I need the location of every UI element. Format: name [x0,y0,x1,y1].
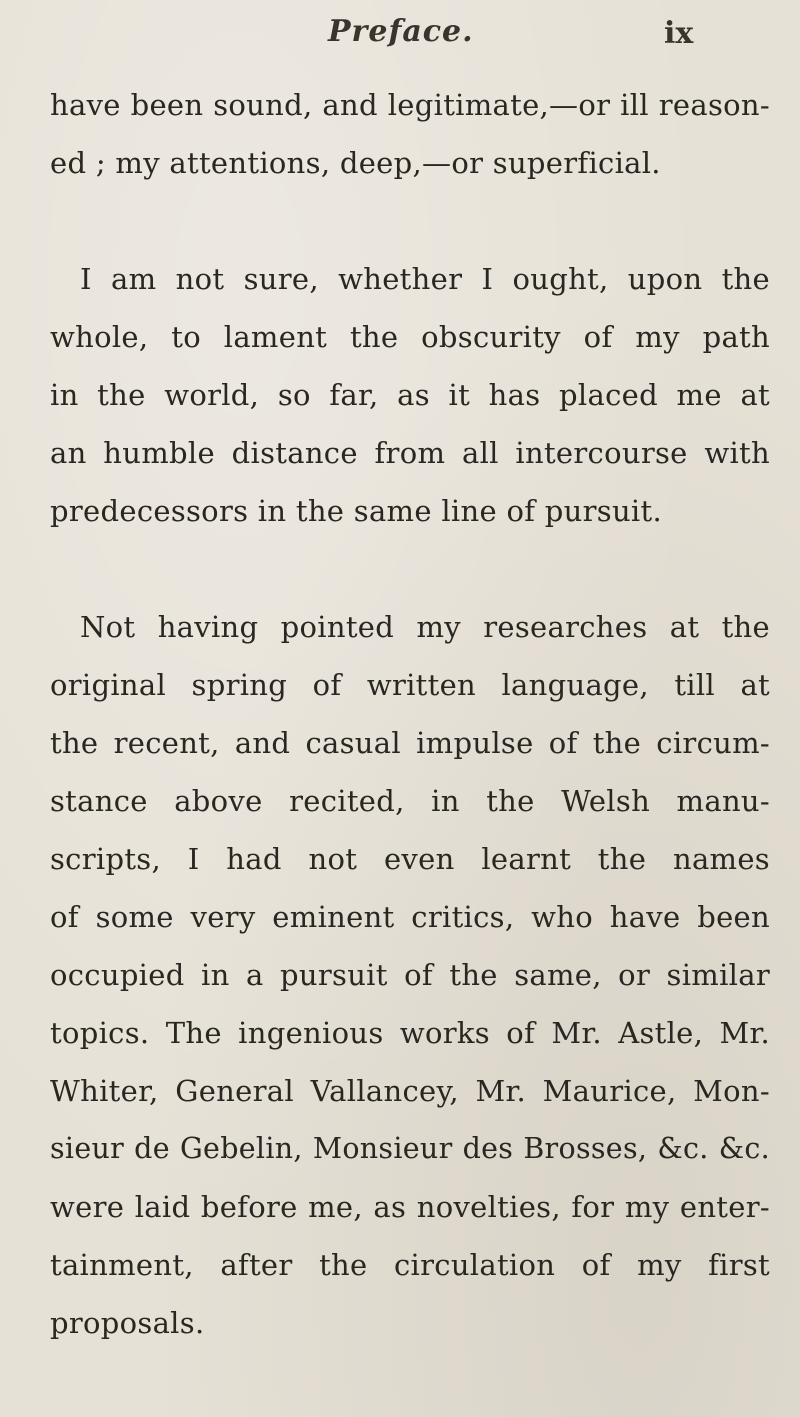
text-line: whole, to lament the obscurity of my path [50,320,770,354]
running-title: Preface. [328,14,474,49]
body-text [50,76,770,1352]
paragraph-gap [50,540,770,598]
text-line: of some very eminent critics, who have been [50,900,770,934]
text-line: I am not sure, whether I ought, upon the [80,262,770,296]
text-line: the recent, and casual impulse of the circum- [50,726,770,760]
text-line: Not having pointed my researches at the [80,610,770,644]
text-line: in the world, so far, as it has placed me at [50,378,770,412]
text-line: stance above recited, in the Welsh manu- [50,784,770,818]
signature-mark: ix [664,16,694,51]
text-line: an humble distance from all intercourse with [50,436,770,470]
text-line: original spring of written language, till at [50,668,770,702]
text-line: proposals. [50,1306,205,1340]
text-line: tainment, after the circulation of my first [50,1248,770,1282]
text-line: sieur de Gebelin, Monsieur des Brosses, &c. &c. [50,1132,770,1165]
text-line: occupied in a pursuit of the same, or similar [50,958,770,992]
text-line: Whiter, General Vallancey, Mr. Maurice, Mon- [50,1074,770,1108]
text-line: predecessors in the same line of pursuit. [50,494,662,528]
text-line: scripts, I had not even learnt the names [50,842,770,876]
page-header [0,10,800,60]
text-line: topics. The ingenious works of Mr. Astle, Mr. [50,1016,770,1050]
text-line: ed ; my attentions, deep,—or superficial. [50,146,661,180]
paragraph-gap [50,192,770,250]
text-line: were laid before me, as novelties, for my enter- [50,1190,770,1224]
text-line: have been sound, and legitimate,—or ill reason- [50,88,770,122]
